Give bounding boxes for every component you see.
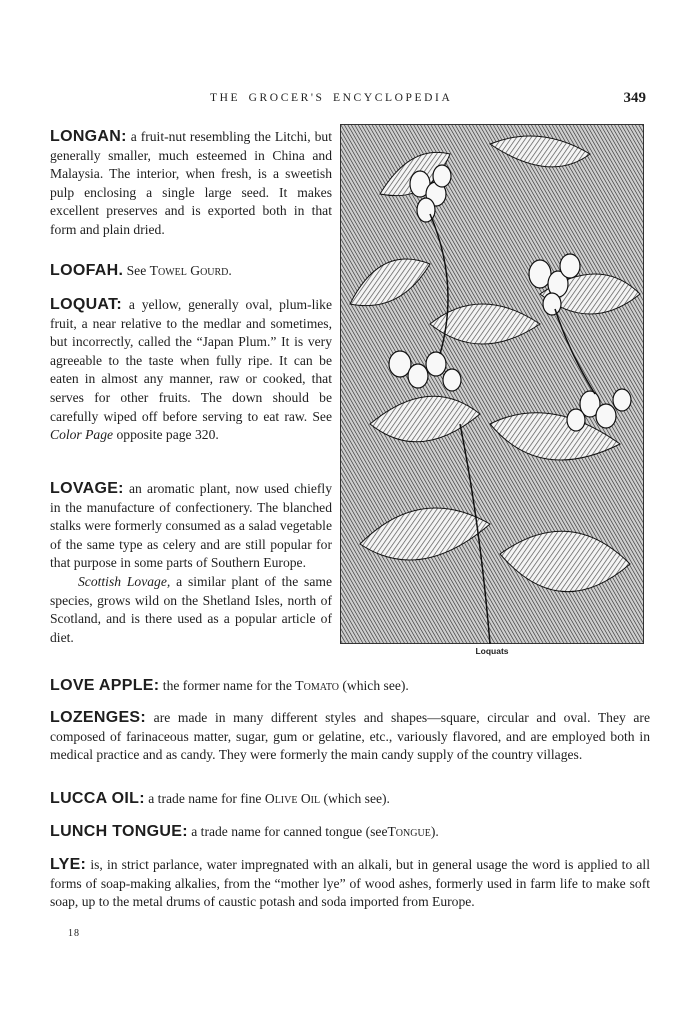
entry-loofah (50, 262, 332, 281)
cross-reference-olive-oil: Olive Oil (264, 791, 321, 806)
headword-lucca-oil: LUCCA OIL: (50, 790, 145, 807)
entry-lucca-oil (50, 790, 650, 809)
definition-loquat: a yellow, generally oval, plum-like fruit, a near relative to the medlar and sometimes, but incorrectly, called the “Japan Plum.” It is very agreeable to the taste when fully ripe. It can be eaten in almost any manner, raw or cooked, that serves for other fruits. The down should be carefully wiped off before serving to eat raw. See (50, 297, 332, 424)
definition-lunch-tongue: a trade name for canned tongue (see (191, 824, 388, 839)
definition-loquat-tail: opposite page 320. (116, 427, 219, 443)
definition-lovage: an aromatic plant, now used chiefly in the manufacture of confectionery. The blanched stalks were formerly consumed as a salad vegetable of the same type as celery and are still popular for that purpose in some parts of Southern Europe. (50, 481, 332, 571)
cross-reference-tomato: Tomato (295, 678, 339, 693)
definition-lozenges: are made in many different styles and shapes—square, circular and oval. They are composed of farinaceous matter, sugar, gum or gelatine, etc., variously flavored, and are employed both in medical practice and as candy. They were formerly the main candy supply of the country villages. (50, 710, 650, 763)
running-title: THE GROCER'S ENCYCLOPEDIA (210, 92, 453, 104)
headword-lovage: LOVAGE: (50, 480, 124, 497)
headword-longan: LONGAN: (50, 128, 127, 145)
entry-lye (50, 856, 650, 912)
signature-mark: 18 (68, 928, 80, 939)
headword-love-apple: LOVE APPLE: (50, 677, 160, 694)
entry-lozenges (50, 709, 650, 765)
definition-lucca-oil-tail: (which see). (323, 791, 390, 806)
entry-longan (50, 128, 332, 240)
headword-lozenges: LOZENGES: (50, 709, 147, 726)
headword-loofah: LOOFAH. (50, 262, 124, 279)
cross-reference-towel-gourd: Towel Gourd. (149, 263, 232, 278)
definition-lunch-tongue-tail: ). (430, 824, 439, 839)
subentry-scottish-lovage: Scottish Lovage, (78, 573, 171, 589)
definition-loofah-text: See (126, 263, 147, 278)
color-page-reference: Color Page (50, 427, 114, 443)
running-header (50, 90, 650, 110)
entry-loquat (50, 296, 332, 445)
headword-lye: LYE: (50, 856, 87, 873)
entry-lovage (50, 480, 332, 647)
figure-caption: Loquats (475, 646, 509, 656)
loquats-illustration (340, 124, 644, 644)
definition-lye: is, in strict parlance, water impregnated with an alkali, but in general usage the word is applied to all forms of soap-making alkalies, from the “mother lye” of wood ashes, formerly used in farm life to make soft soap, up to the metal drums of caustic potash and soda imported from Europe. (50, 857, 650, 910)
definition-love-apple-tail: (which see). (342, 678, 409, 693)
entry-lunch-tongue (50, 823, 650, 842)
page-number: 349 (623, 90, 646, 106)
cross-reference-tongue: Tongue (387, 824, 431, 839)
definition-longan: a fruit-nut resembling the Litchi, but generally smaller, much esteemed in China and Malaysia. The interior, when fresh, is a sweetish pulp enclosing a single large seed. It makes excellent preserves and is exported both in that form and plain dried. (50, 129, 332, 237)
headword-lunch-tongue: LUNCH TONGUE: (50, 823, 188, 840)
entry-love-apple (50, 677, 650, 696)
definition-scottish-lovage: a similar plant of the same species, grows wild on the Shetland Isles, north of Scotland, and is there used as a popular article of diet. (50, 573, 332, 645)
headword-loquat: LOQUAT: (50, 296, 123, 313)
definition-love-apple: the former name for the (162, 678, 292, 693)
definition-lucca-oil: a trade name for fine (148, 791, 262, 806)
